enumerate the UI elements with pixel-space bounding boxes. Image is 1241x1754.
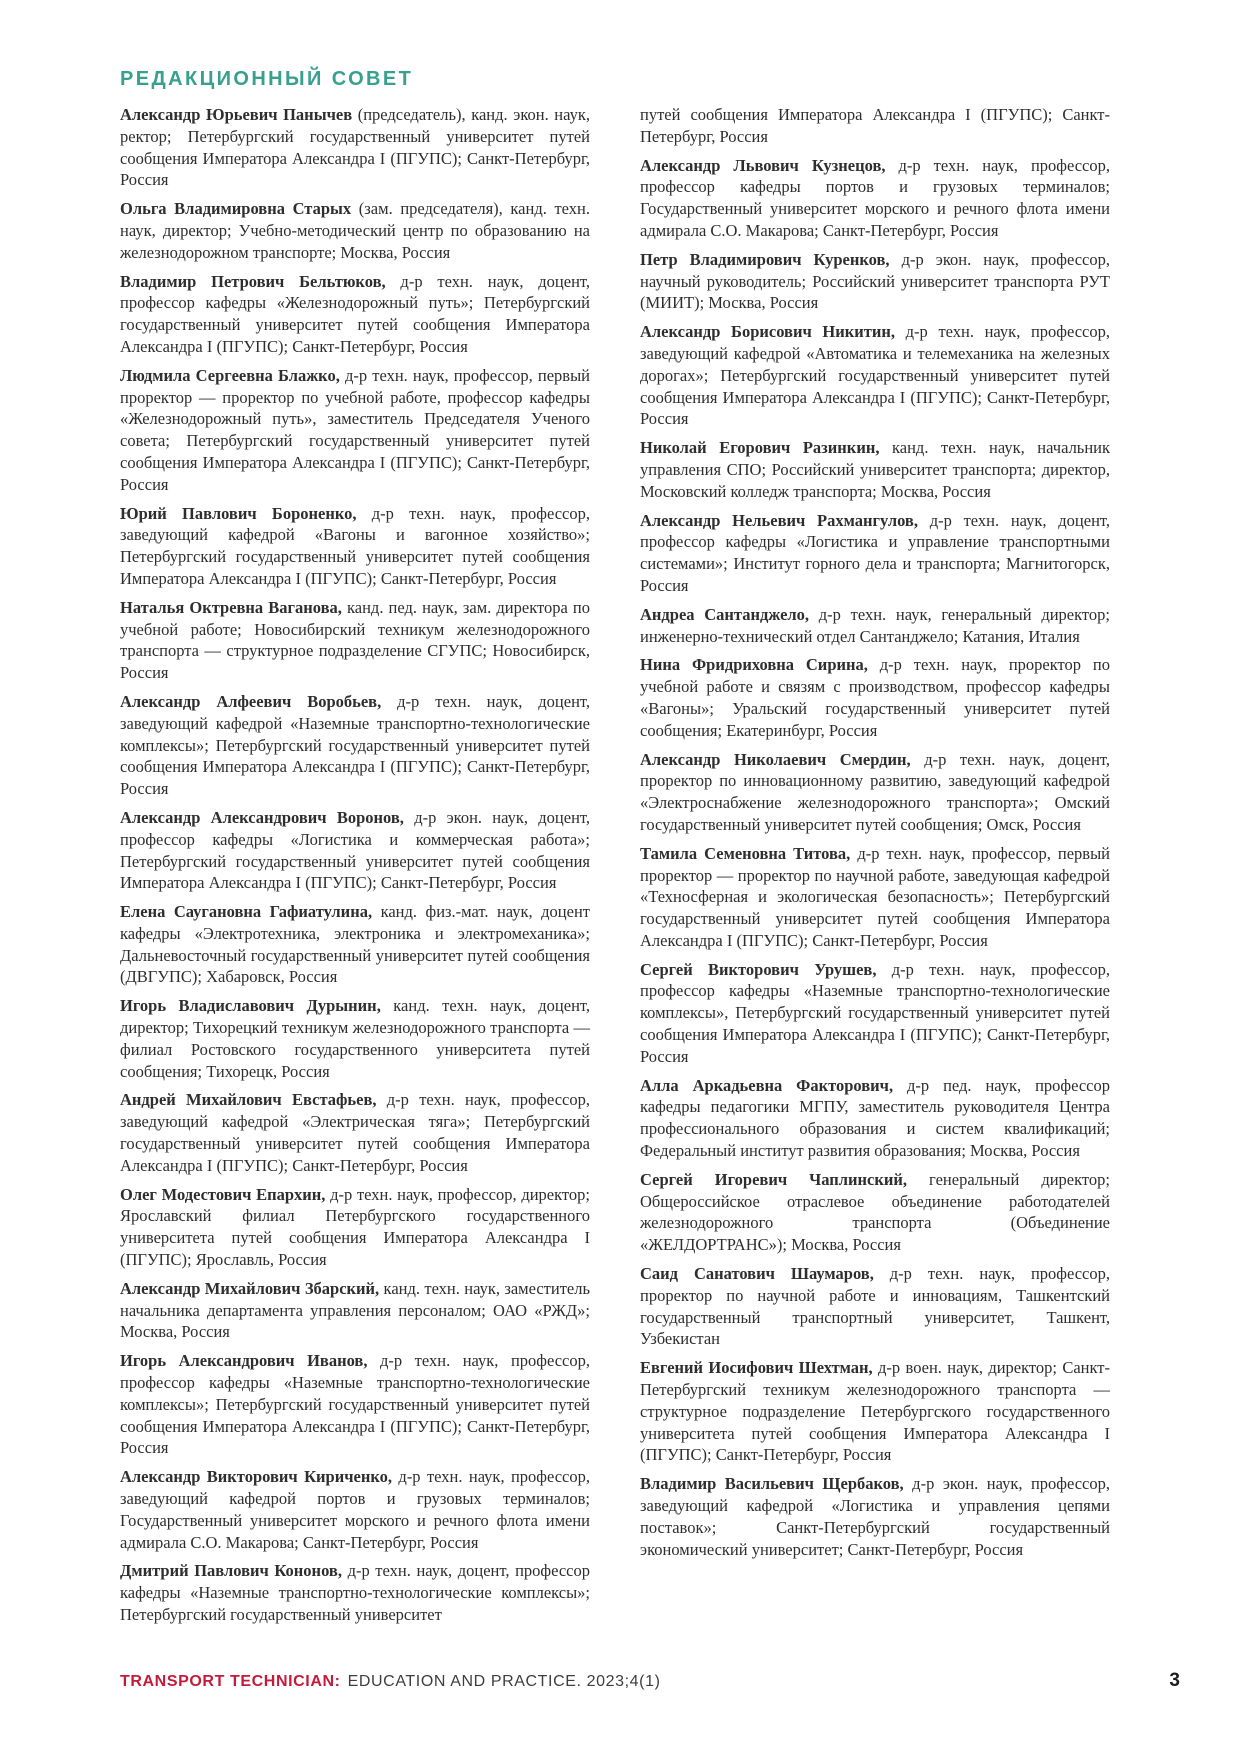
member-name: Саид Санатович Шаумаров, [640, 1264, 874, 1284]
member-name: Александр Борисович Никитин, [640, 322, 896, 342]
board-member-entry [640, 843, 1110, 952]
board-member-entry [120, 901, 590, 988]
member-name: Олег Модестович Епархин, [120, 1184, 326, 1204]
member-description: канд. техн. наук, доцент, директор; Тихорецкий техникум железнодорожного транспорта — филиал Ростовского государственного университета путей сообщения; Тихорецк, Россия [120, 996, 590, 1081]
member-name: Дмитрий Павлович Кононов, [120, 1561, 342, 1581]
member-description: д-р экон. наук, профессор, научный руководитель; Российский университет транспорта РУТ (МИИТ); Москва, Россия [640, 249, 1110, 313]
board-member-entry [640, 1357, 1110, 1466]
board-member-entry [640, 155, 1110, 242]
member-description: д-р техн. наук, профессор, профессор кафедры «Наземные транспортно-технологические комплексы»; Петербургский государственный университет путей сообщения Императора Александра I (ПГУПС); Санкт-Петербург, Россия [120, 1351, 590, 1458]
board-member-entry [640, 510, 1110, 597]
journal-line [120, 1673, 661, 1691]
member-name: Тамила Семеновна Титова, [640, 843, 851, 863]
board-column-right [640, 104, 1110, 1633]
board-member-entry [120, 365, 590, 496]
member-name: Александр Александрович Воронов, [120, 807, 404, 827]
board-member-entry [640, 249, 1110, 314]
member-name: Игорь Александрович Иванов, [120, 1351, 368, 1371]
board-member-entry [640, 1075, 1110, 1162]
member-description: канд. техн. наук, заместитель начальника департамента управления персоналом; ОАО «РЖД»; Москва, Россия [120, 1278, 590, 1342]
member-description: д-р техн. наук, профессор, заведующий кафедрой портов и грузовых терминалов; Государственный университет морского и речного флота имени адмирала С.О. Макарова; Санкт-Петербург, Россия [120, 1467, 590, 1552]
member-description: д-р техн. наук, профессор, заведующий кафедрой «Электрическая тяга»; Петербургский государственный университет путей сообщения Императора Александра I (ПГУПС); Санкт-Петербург, Россия [120, 1090, 590, 1175]
member-name: Александр Николаевич Смердин, [640, 749, 911, 769]
member-name: Юрий Павлович Бороненко, [120, 503, 357, 523]
member-name: Александр Викторович Кириченко, [120, 1467, 393, 1487]
page-footer [120, 1670, 1180, 1692]
member-description: д-р техн. наук, профессор, заведующий кафедрой «Автоматика и телемеханика на железных дорогах»; Петербургский государственный университет путей сообщения Императора Александра I (ПГУПС); Санкт-Петербург, Россия [640, 322, 1110, 429]
board-member-entry [120, 1350, 590, 1459]
member-description: д-р техн. наук, генеральный директор; инженерно-технический отдел Сантанджело; Катания, Италия [640, 604, 1110, 646]
board-member-entry [120, 995, 590, 1082]
board-member-entry [640, 321, 1110, 430]
member-description: (председатель), канд. экон. наук, ректор; Петербургский государственный университет путей сообщения Императора Александра I (ПГУПС); Санкт-Петербург, Россия [120, 105, 591, 190]
board-member-entry [640, 654, 1110, 741]
board-member-entry [120, 597, 590, 684]
board-member-entry [640, 749, 1110, 836]
member-name: Евгений Иосифович Шехтман, [640, 1358, 873, 1378]
board-member-entry [640, 959, 1110, 1068]
member-description: канд. физ.-мат. наук, доцент кафедры «Электротехника, электроника и электромеханика»; Дальневосточный государственный университет путей сообщения (ДВГУПС); Хабаровск, Россия [120, 902, 591, 987]
member-description: д-р техн. наук, профессор, профессор кафедры портов и грузовых терминалов; Государственный университет морского и речного флота имени адмирала С.О. Макарова; Санкт-Петербург, Россия [640, 155, 1110, 240]
journal-title: TRANSPORT TECHNICIAN: [120, 1673, 341, 1690]
member-description: д-р воен. наук, директор; Санкт-Петербургский техникум железнодорожного транспорта — структурное подразделение Петербургского государственного университета путей сообщения Императора Александра I (ПГУПС); Санкт-Петербург, Россия [640, 1358, 1110, 1465]
member-name: Сергей Игоревич Чаплинский, [640, 1169, 908, 1189]
member-description: д-р экон. наук, доцент, профессор кафедры «Логистика и коммерческая работа»; Петербургский государственный университет путей сообщения Императора Александра I (ПГУПС); Санкт-Петербург, Россия [120, 807, 590, 893]
board-member-entry [120, 1089, 590, 1176]
member-name: Игорь Владиславович Дурынин, [120, 996, 381, 1016]
board-member-entry [120, 1278, 590, 1343]
member-name: Людмила Сергеевна Блажко, [120, 365, 340, 385]
member-description: д-р техн. наук, проректор по учебной работе и связям с производством, профессор кафедры «Вагоны»; Уральский государственный университет путей сообщения; Екатеринбург, Россия [640, 655, 1110, 740]
board-member-entry [120, 1560, 590, 1625]
board-member-entry [640, 1473, 1110, 1560]
member-description: д-р пед. наук, профессор кафедры педагогики МГПУ, заместитель руководителя Центра профессионального образования и систем квалификаций; Федеральный институт развития образования; Москва, Россия [640, 1075, 1110, 1161]
member-description: д-р техн. наук, профессор, проректор по научной работе и инновациям, Ташкентский государственный транспортный университет, Ташкент, Узбекистан [640, 1264, 1110, 1349]
board-member-entry [120, 1184, 590, 1271]
member-description: генеральный директор; Общероссийское отраслевое объединение работодателей железнодорожного транспорта (Объединение «ЖЕЛДОРТРАНС»); Москва, Россия [640, 1169, 1110, 1255]
board-member-entry [120, 104, 590, 191]
board-member-entry [120, 271, 590, 358]
member-name: Александр Нельевич Рахмангулов, [640, 510, 918, 530]
board-member-entry [120, 503, 590, 590]
member-description: путей сообщения Императора Александра I (ПГУПС); Санкт-Петербург, Россия [640, 105, 1110, 146]
member-description: д-р техн. наук, профессор, первый проректор — проректор по научной работе, заведующая кафедрой «Техносферная и экологическая безопасность»; Петербургский государственный университет путей сообщения Императора Александра I (ПГУПС); Санкт-Петербург, Россия [640, 843, 1110, 950]
board-member-entry [120, 807, 590, 894]
member-description: д-р техн. наук, доцент, профессор кафедры «Наземные транспортно-технологические комплексы»; Петербургский государственный университет [120, 1561, 590, 1624]
board-member-entry [640, 1169, 1110, 1256]
board-member-entry [120, 198, 590, 263]
member-description: д-р техн. наук, доцент, заведующий кафедрой «Наземные транспортно-технологические комплексы»; Петербургский государственный университет путей сообщения Императора Александра I (ПГУПС); Санкт-Петербург, Россия [120, 691, 590, 799]
journal-subtitle: EDUCATION AND PRACTICE. 2023;4(1) [347, 1673, 661, 1690]
member-name: Елена Саугановна Гафиатулина, [120, 902, 373, 922]
member-name: Наталья Октревна Ваганова, [120, 597, 342, 617]
member-name: Алла Аркадьевна Факторович, [640, 1075, 894, 1095]
member-description: д-р техн. наук, профессор, заведующий кафедрой «Вагоны и вагонное хозяйство»; Петербургский государственный университет путей сообщения Императора Александра I (ПГУПС); Санкт-Петербург, Россия [120, 503, 590, 588]
member-description: д-р техн. наук, доцент, профессор кафедры «Логистика и управление транспортными системами»; Институт горного дела и транспорта; Магнитогорск, Россия [640, 510, 1111, 595]
member-name: Владимир Васильевич Щербаков, [640, 1474, 904, 1494]
member-name: Петр Владимирович Куренков, [640, 249, 890, 269]
board-columns [120, 104, 1120, 1633]
member-description: д-р техн. наук, профессор, профессор кафедры «Наземные транспортно-технологические комплексы», Петербургский государственный университет путей сообщения Императора Александра I (ПГУПС); Санкт-Петербург, Россия [640, 959, 1110, 1066]
member-description: д-р техн. наук, доцент, профессор кафедры «Железнодорожный путь»; Петербургский государственный университет путей сообщения Императора Александра I (ПГУПС); Санкт-Петербург, Россия [120, 271, 590, 356]
member-name: Владимир Петрович Бельтюков, [120, 271, 386, 291]
board-member-entry [640, 104, 1110, 148]
member-name: Александр Михайлович Збарский, [120, 1278, 380, 1298]
member-description: д-р экон. наук, профессор, заведующий кафедрой «Логистика и управления цепями поставок»; Санкт-Петербургский государственный экономический университет; Санкт-Петербург, Россия [640, 1474, 1111, 1559]
member-name: Сергей Викторович Урушев, [640, 959, 877, 979]
member-description: д-р техн. наук, профессор, директор; Ярославский филиал Петербургского государственного университета путей сообщения Императора Александра I (ПГУПС); Ярославль, Россия [120, 1184, 590, 1270]
member-description: канд. пед. наук, зам. директора по учебной работе; Новосибирский техникум железнодорожного транспорта — структурное подразделение СГУПС; Новосибирск, Россия [120, 597, 590, 683]
board-member-entry [120, 691, 590, 800]
member-name: Нина Фридриховна Сирина, [640, 655, 868, 675]
member-name: Александр Львович Кузнецов, [640, 155, 886, 175]
member-name: Александр Алфеевич Воробьев, [120, 691, 382, 711]
member-name: Александр Юрьевич Панычев [120, 105, 353, 124]
page-content [120, 68, 1120, 1633]
board-column-left [120, 104, 590, 1633]
board-member-entry [120, 1466, 590, 1553]
member-description: (зам. председателя), канд. техн. наук, директор; Учебно-методический центр по образованию на железнодорожном транспорте; Москва, Россия [120, 199, 590, 262]
member-description: канд. техн. наук, начальник управления СПО; Российский университет транспорта; директор, Московский колледж транспорта; Москва, Россия [640, 438, 1110, 501]
member-name: Ольга Владимировна Старых [120, 199, 352, 219]
board-member-entry [640, 1263, 1110, 1350]
member-name: Андреа Сантанджело, [640, 604, 810, 624]
editorial-board-title: РЕДАКЦИОННЫЙ СОВЕТ [120, 68, 414, 90]
page-number: 3 [1169, 1670, 1180, 1691]
member-name: Николай Егорович Разинкин, [640, 438, 880, 458]
member-name: Андрей Михайлович Евстафьев, [120, 1090, 377, 1110]
member-description: д-р техн. наук, доцент, проректор по инновационному развитию, заведующий кафедрой «Электроснабжение железнодорожного транспорта»; Омский государственный университет путей сообщения; Омск, Россия [640, 749, 1110, 834]
board-member-entry [640, 437, 1110, 502]
member-description: д-р техн. наук, профессор, первый проректор — проректор по учебной работе, профессор кафедры «Железнодорожный путь», заместитель Председателя Ученого совета; Петербургский государственный университет путей сообщения Императора Александра I (ПГУПС); Санкт-Петербург, Россия [120, 365, 591, 494]
board-member-entry [640, 604, 1110, 648]
